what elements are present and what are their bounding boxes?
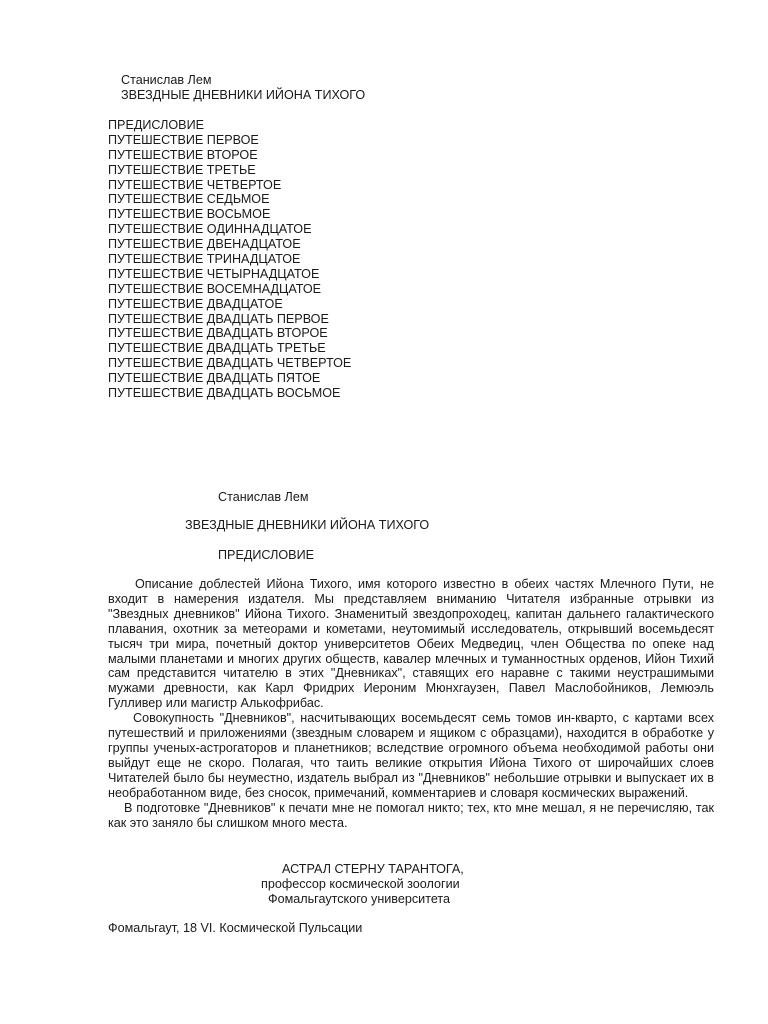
toc-item[interactable]: ПУТЕШЕСТВИЕ ВТОРОЕ: [108, 147, 258, 162]
signature-position: профессор космической зоологии: [261, 877, 460, 891]
toc-item[interactable]: ПУТЕШЕСТВИЕ ЧЕТЫРНАДЦАТОЕ: [108, 266, 320, 281]
toc-item[interactable]: ПУТЕШЕСТВИЕ ОДИННАДЦАТОЕ: [108, 222, 312, 237]
paragraph: Описание доблестей Ийона Тихого, имя которого известно в обеих частях Млечного Пути, не входит в намерения издателя. Мы представляем вниманию Читателя избранные отрывки из "Звездных дневников" Ийона Тихого. Знаменитый звездопроходец, капитан дальнего галактического плавания, охотник за метеорами и кометами, неутомимый исследователь, открывший восемьдесят тысяч три мира, почетный доктор университетов Обеих Медведиц, член Общества по опеке над малыми планетами и многих других обществ, кавалер млечных и туманностных орденов, Ийон Тихий сам представится читателю в этих "Дневниках", ставящих его наравне с такими неустрашимыми мужами древности, как Карл Фридрих Иероним Мюнхгаузен, Павел Маслобойников, Лемюэль Гулливер или магистр Алькофрибас.: [108, 577, 714, 711]
paragraph: В подготовке "Дневников" к печати мне не помогал никто; тех, кто мне мешал, я не перечисляю, так как это заняло бы слишком много места.: [108, 800, 714, 830]
toc-item[interactable]: ПРЕДИСЛОВИЕ: [108, 118, 205, 132]
toc-item[interactable]: ПУТЕШЕСТВИЕ ДВАДЦАТОЕ: [108, 296, 283, 311]
toc-item[interactable]: ПУТЕШЕСТВИЕ ЧЕТВЕРТОЕ: [108, 177, 282, 192]
toc-item[interactable]: ПУТЕШЕСТВИЕ ДВАДЦАТЬ ВТОРОЕ: [108, 326, 328, 341]
toc-item[interactable]: ПУТЕШЕСТВИЕ ПЕРВОЕ: [108, 132, 259, 147]
paragraph: Совокупность "Дневников", насчитывающих восемьдесят семь томов ин-кварто, с картами всех путешествий и приложениями (звездным словарем и ящиком с образцами), находится в обработке у группы ученых-астрогаторов и планетников; вследствие огромного объема необходимой работы они выйдут еще не скоро. Полагая, что таить великие открытия Ийона Тихого от широчайших слоев Читателей было бы неуместно, издатель выбрал из "Дневников" небольшие отрывки и выпускает их в необработанном виде, без сносок, примечаний, комментариев и словаря космических выражений.: [108, 711, 714, 800]
preface-body: [108, 577, 714, 830]
toc-item[interactable]: ПУТЕШЕСТВИЕ ВОСЕМНАДЦАТОЕ: [108, 281, 322, 296]
signature-university: Фомальгаутского университета: [268, 892, 451, 906]
toc-item[interactable]: ПУТЕШЕСТВИЕ ДВАДЦАТЬ ПЯТОЕ: [108, 371, 321, 386]
toc-item[interactable]: ПУТЕШЕСТВИЕ ДВЕНАДЦАТОЕ: [108, 237, 301, 252]
toc-item[interactable]: ПУТЕШЕСТВИЕ ДВАДЦАТЬ ТРЕТЬЕ: [108, 341, 326, 356]
place-date: Фомальгаут, 18 VI. Космической Пульсации: [108, 921, 363, 935]
header-author: Станислав Лем: [121, 73, 212, 87]
preface-title: ЗВЕЗДНЫЕ ДНЕВНИКИ ИЙОНА ТИХОГО: [185, 518, 430, 532]
toc-item[interactable]: ПУТЕШЕСТВИЕ ВОСЬМОЕ: [108, 207, 271, 222]
signature-name: АСТРАЛ СТЕРНУ ТАРАНТОГА,: [282, 862, 464, 876]
toc-item[interactable]: ПУТЕШЕСТВИЕ СЕДЬМОЕ: [108, 192, 270, 207]
toc-item[interactable]: ПУТЕШЕСТВИЕ ДВАДЦАТЬ ПЕРВОЕ: [108, 311, 329, 326]
toc-item[interactable]: ПУТЕШЕСТВИЕ ДВАДЦАТЬ ЧЕТВЕРТОЕ: [108, 356, 352, 371]
preface-author: Станислав Лем: [218, 490, 309, 504]
toc-item[interactable]: ПУТЕШЕСТВИЕ ДВАДЦАТЬ ВОСЬМОЕ: [108, 386, 341, 401]
toc-item[interactable]: ПУТЕШЕСТВИЕ ТРЕТЬЕ: [108, 162, 256, 177]
table-of-contents: [108, 118, 351, 401]
preface-heading: ПРЕДИСЛОВИЕ: [218, 548, 315, 562]
toc-item[interactable]: ПУТЕШЕСТВИЕ ТРИНАДЦАТОЕ: [108, 252, 301, 267]
header-title: ЗВЕЗДНЫЕ ДНЕВНИКИ ИЙОНА ТИХОГО: [121, 88, 366, 102]
